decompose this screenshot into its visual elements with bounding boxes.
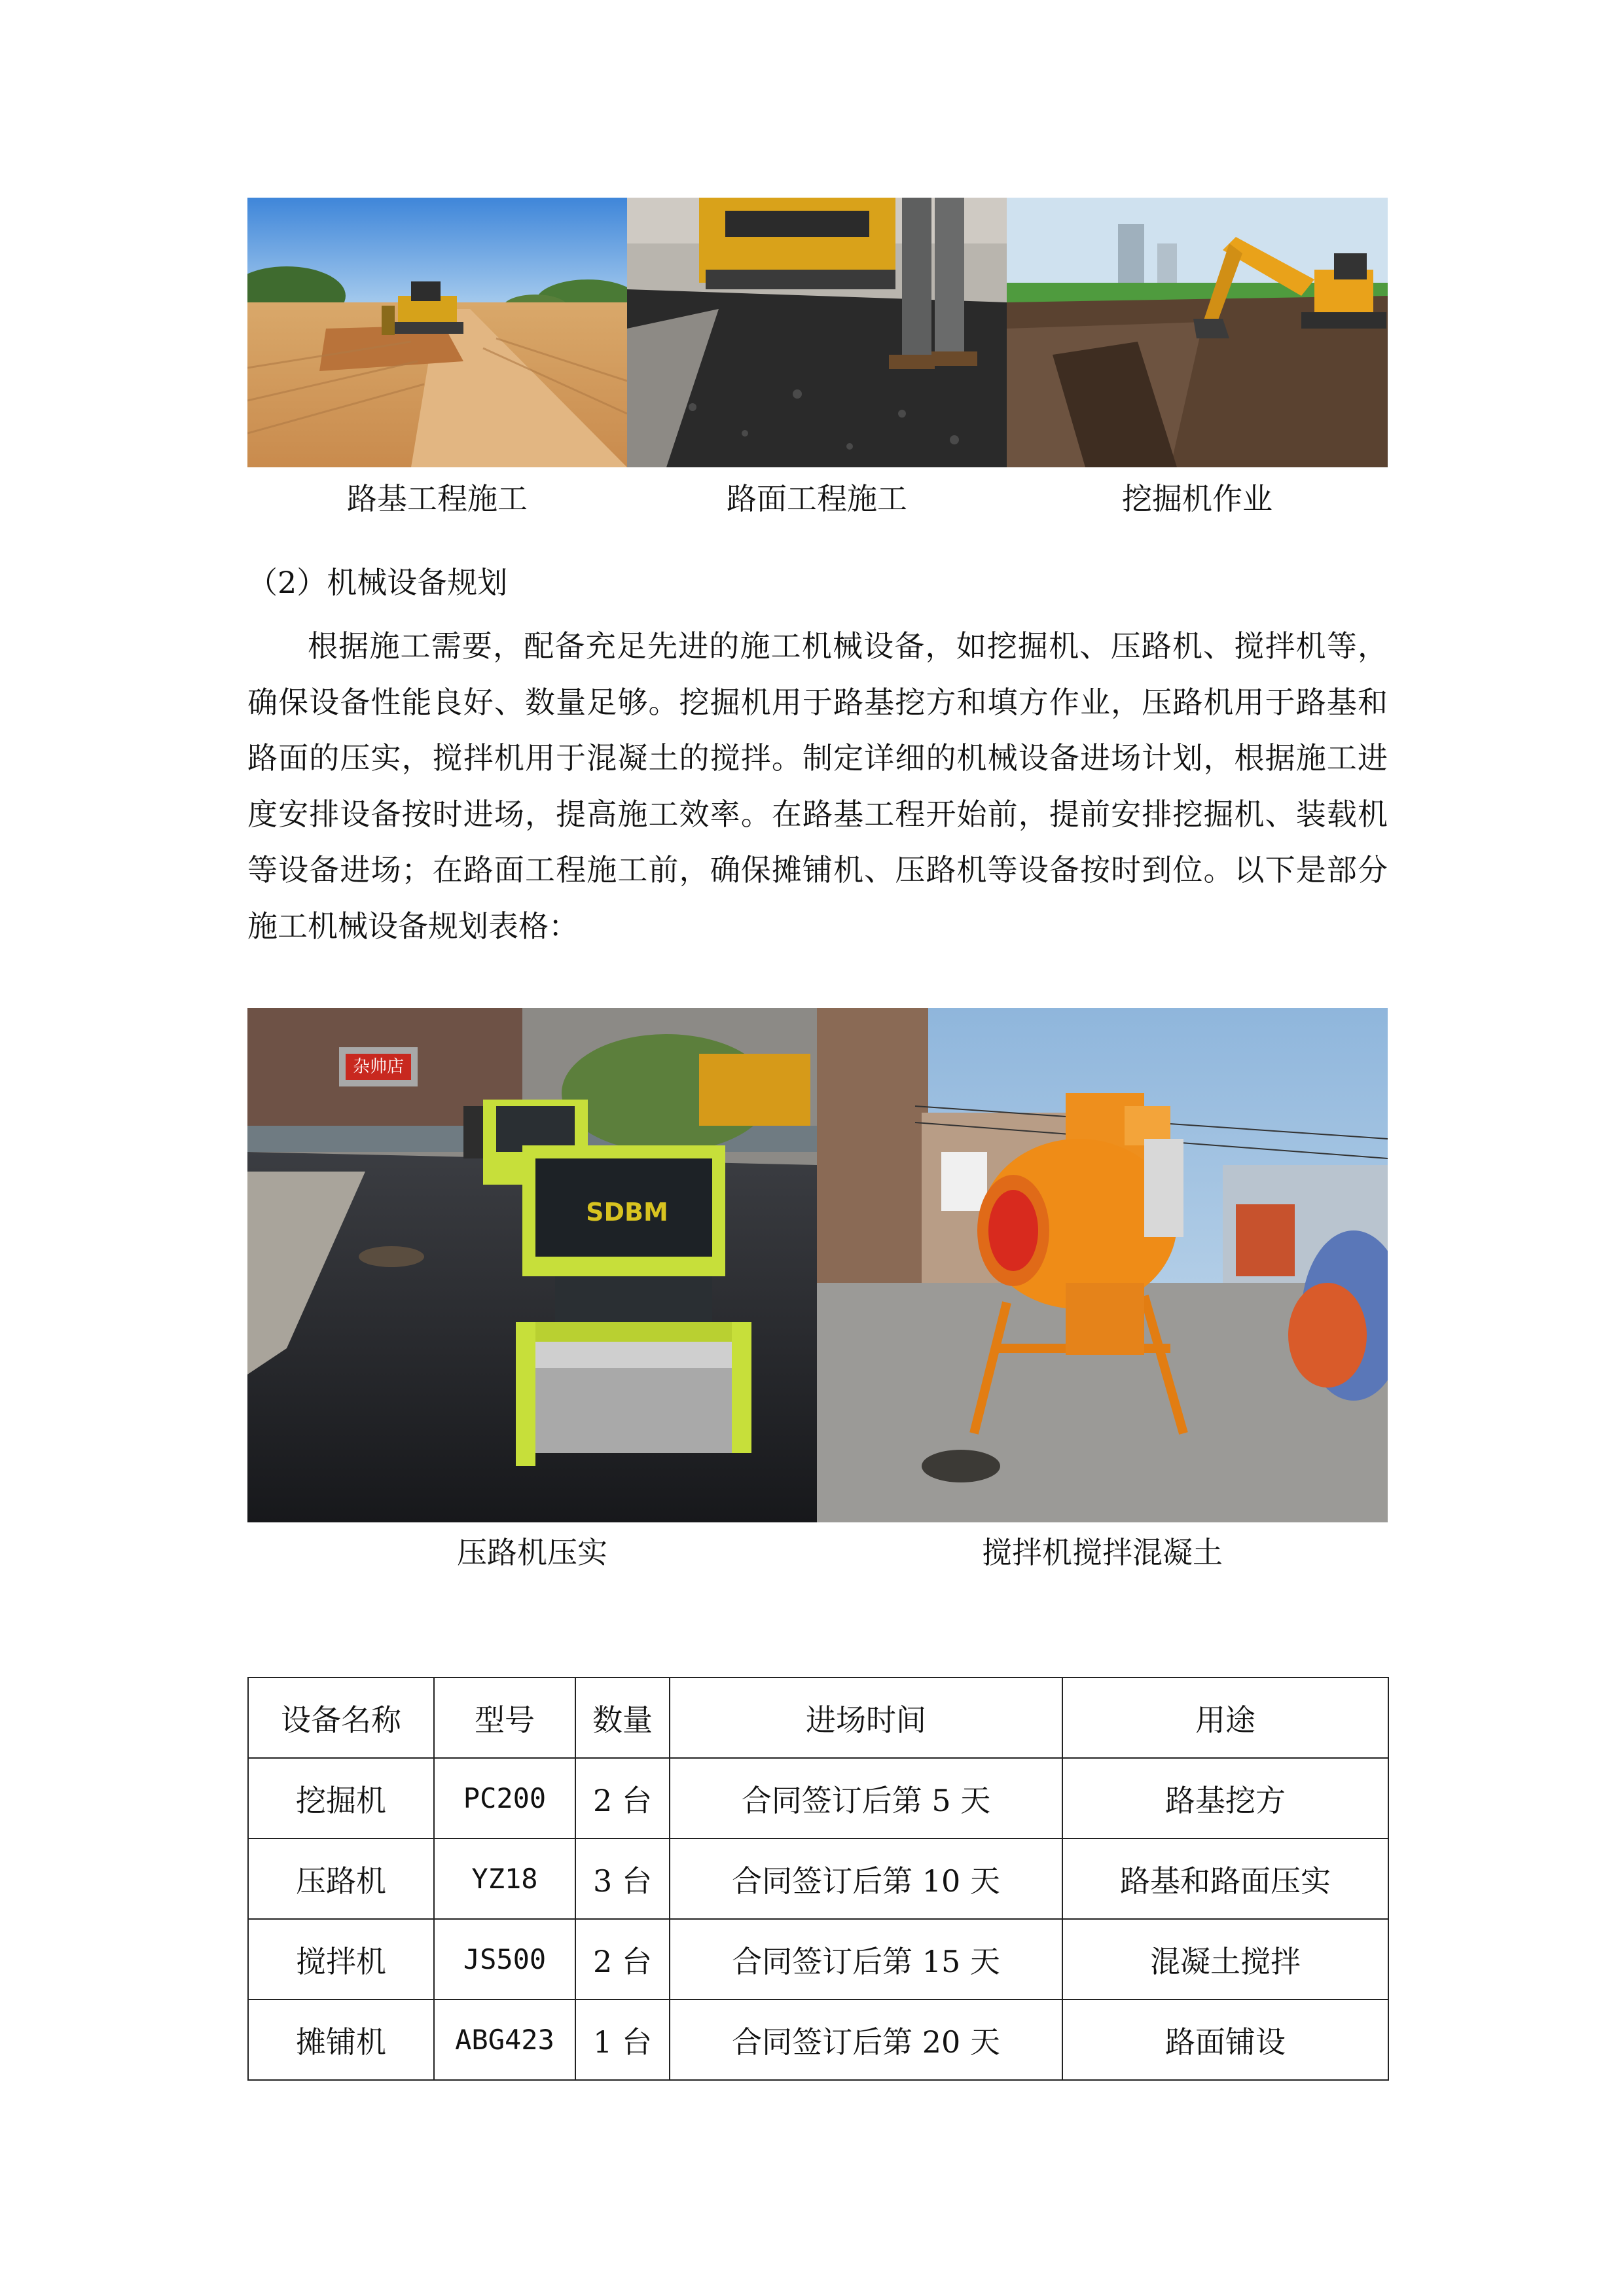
cell-arrival-time: 合同签订后第 15 天 [670,1919,1062,2000]
cell-model: PC200 [434,1758,575,1839]
section-heading: （2）机械设备规划 [247,565,508,600]
cell-purpose: 路基挖方 [1062,1758,1388,1839]
caption-excavator: 挖掘机作业 [1122,481,1272,516]
table-row [248,1919,1388,2000]
table-row [248,1839,1388,1919]
cell-purpose: 混凝土搅拌 [1062,1919,1388,2000]
header-model: 型号 [434,1677,575,1758]
table-header-row [248,1677,1388,1758]
cell-model: YZ18 [434,1839,575,1919]
cell-equipment-name: 挖掘机 [248,1758,434,1839]
table-row [248,1758,1388,1839]
cell-arrival-time: 合同签订后第 20 天 [670,2000,1062,2080]
roller-brand-label: SDBM [586,1198,668,1227]
photo-excavator-operation [1007,198,1388,467]
caption-road-roller: 压路机压实 [457,1535,607,1570]
road-roller-icon [247,1008,817,1522]
cell-equipment-name: 压路机 [248,1839,434,1919]
cell-quantity: 2 台 [575,1919,670,2000]
table-row [248,2000,1388,2080]
caption-subgrade: 路基工程施工 [347,481,528,516]
body-paragraph: 根据施工需要，配备充足先进的施工机械设备，如挖掘机、压路机、搅拌机等，确保设备性能良好、数量足够。挖掘机用于路基挖方和填方作业，压路机用于路基和路面的压实，搅拌机用于混凝土的搅拌。制定详细的机械设备进场计划，根据施工进度安排设备按时进场，提高施工效率。在路基工程开始前，提前安排挖掘机、装载机等设备进场；在路面工程施工前，确保摊铺机、压路机等设备按时到位。以下是部分施工机械设备规划表格： [247,628,1388,944]
asphalt-icon [627,198,1007,467]
cell-quantity: 3 台 [575,1839,670,1919]
bulldozer-icon [247,198,627,467]
equipment-plan-table [247,1677,1389,2081]
header-quantity: 数量 [575,1677,670,1758]
cell-equipment-name: 搅拌机 [248,1919,434,2000]
excavator-icon [1007,198,1388,467]
shop-sign-text: 杂帅店 [352,1057,405,1077]
photo-pavement-construction [627,198,1007,467]
header-equipment-name: 设备名称 [248,1677,434,1758]
cell-model: ABG423 [434,2000,575,2080]
concrete-mixer-icon [817,1008,1388,1522]
cell-arrival-time: 合同签订后第 10 天 [670,1839,1062,1919]
cell-quantity: 1 台 [575,2000,670,2080]
photo-subgrade-construction [247,198,627,467]
cell-arrival-time: 合同签订后第 5 天 [670,1758,1062,1839]
caption-pavement: 路面工程施工 [727,481,907,516]
cell-purpose: 路面铺设 [1062,2000,1388,2080]
cell-model: JS500 [434,1919,575,2000]
header-purpose: 用途 [1062,1677,1388,1758]
cell-equipment-name: 摊铺机 [248,2000,434,2080]
caption-concrete-mixer: 搅拌机搅拌混凝土 [982,1535,1223,1570]
photo-concrete-mixer [817,1008,1388,1522]
header-arrival-time: 进场时间 [670,1677,1062,1758]
photo-road-roller [247,1008,817,1522]
cell-quantity: 2 台 [575,1758,670,1839]
cell-purpose: 路基和路面压实 [1062,1839,1388,1919]
